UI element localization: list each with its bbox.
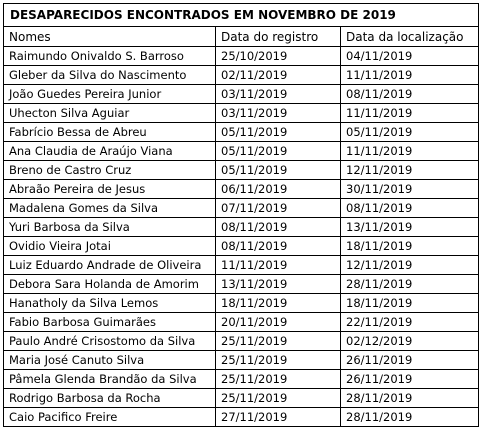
cell-data-localizacao: 04/11/2019: [341, 47, 479, 66]
table-row: [4, 370, 479, 389]
table-row: [4, 199, 479, 218]
cell-data-registro: 06/11/2019: [216, 180, 341, 199]
table-title: DESAPARECIDOS ENCONTRADOS EM NOVEMBRO DE 2019: [4, 4, 479, 27]
cell-name: Ovidio Vieira Jotai: [4, 237, 216, 256]
cell-data-localizacao: 26/11/2019: [341, 370, 479, 389]
cell-data-localizacao: 12/11/2019: [341, 256, 479, 275]
cell-name: Caio Pacifico Freire: [4, 408, 216, 427]
cell-name: Fabio Barbosa Guimarães: [4, 313, 216, 332]
cell-name: Abraão Pereira de Jesus: [4, 180, 216, 199]
cell-data-registro: 08/11/2019: [216, 218, 341, 237]
table-row: [4, 351, 479, 370]
cell-data-localizacao: 28/11/2019: [341, 389, 479, 408]
table-row: [4, 256, 479, 275]
cell-data-registro: 03/11/2019: [216, 104, 341, 123]
cell-data-localizacao: 11/11/2019: [341, 104, 479, 123]
table-row: [4, 123, 479, 142]
table-row: [4, 275, 479, 294]
cell-data-localizacao: 08/11/2019: [341, 199, 479, 218]
cell-data-registro: 02/11/2019: [216, 66, 341, 85]
table-row: [4, 389, 479, 408]
cell-data-registro: 03/11/2019: [216, 85, 341, 104]
cell-data-localizacao: 18/11/2019: [341, 237, 479, 256]
cell-name: João Guedes Pereira Junior: [4, 85, 216, 104]
cell-name: Gleber da Silva do Nascimento: [4, 66, 216, 85]
cell-data-registro: 20/11/2019: [216, 313, 341, 332]
cell-data-registro: 13/11/2019: [216, 275, 341, 294]
cell-data-localizacao: 26/11/2019: [341, 351, 479, 370]
cell-data-registro: 05/11/2019: [216, 142, 341, 161]
table-row: [4, 294, 479, 313]
cell-data-localizacao: 05/11/2019: [341, 123, 479, 142]
cell-name: Yuri Barbosa da Silva: [4, 218, 216, 237]
cell-data-localizacao: 11/11/2019: [341, 142, 479, 161]
missing-persons-table: [3, 3, 479, 427]
cell-name: Fabrício Bessa de Abreu: [4, 123, 216, 142]
cell-data-localizacao: 28/11/2019: [341, 408, 479, 427]
cell-data-localizacao: 08/11/2019: [341, 85, 479, 104]
cell-data-localizacao: 22/11/2019: [341, 313, 479, 332]
cell-data-registro: 25/11/2019: [216, 351, 341, 370]
table-row: [4, 313, 479, 332]
cell-data-registro: 25/11/2019: [216, 370, 341, 389]
table-row: [4, 408, 479, 427]
cell-data-registro: 27/11/2019: [216, 408, 341, 427]
cell-name: Uhecton Silva Aguiar: [4, 104, 216, 123]
cell-data-localizacao: 11/11/2019: [341, 66, 479, 85]
cell-name: Debora Sara Holanda de Amorim: [4, 275, 216, 294]
cell-data-registro: 18/11/2019: [216, 294, 341, 313]
cell-name: Raimundo Onivaldo S. Barroso: [4, 47, 216, 66]
cell-name: Paulo André Crisostomo da Silva: [4, 332, 216, 351]
cell-data-registro: 05/11/2019: [216, 123, 341, 142]
cell-data-localizacao: 28/11/2019: [341, 275, 479, 294]
table-body: [4, 47, 479, 427]
cell-data-registro: 07/11/2019: [216, 199, 341, 218]
column-header-data-localizacao: Data da localização: [341, 27, 479, 47]
header-row: [4, 27, 479, 47]
cell-name: Luiz Eduardo Andrade de Oliveira: [4, 256, 216, 275]
table-row: [4, 104, 479, 123]
table-row: [4, 180, 479, 199]
cell-name: Madalena Gomes da Silva: [4, 199, 216, 218]
table-row: [4, 218, 479, 237]
table-row: [4, 332, 479, 351]
cell-data-localizacao: 30/11/2019: [341, 180, 479, 199]
cell-name: Hanatholy da Silva Lemos: [4, 294, 216, 313]
cell-name: Maria José Canuto Silva: [4, 351, 216, 370]
title-row: [4, 4, 479, 27]
cell-name: Rodrigo Barbosa da Rocha: [4, 389, 216, 408]
cell-data-registro: 25/11/2019: [216, 332, 341, 351]
table-row: [4, 161, 479, 180]
column-header-nomes: Nomes: [4, 27, 216, 47]
table-row: [4, 237, 479, 256]
cell-name: Pâmela Glenda Brandão da Silva: [4, 370, 216, 389]
table-row: [4, 66, 479, 85]
cell-data-localizacao: 13/11/2019: [341, 218, 479, 237]
table-row: [4, 47, 479, 66]
cell-data-localizacao: 02/12/2019: [341, 332, 479, 351]
cell-name: Ana Claudia de Araújo Viana: [4, 142, 216, 161]
column-header-data-registro: Data do registro: [216, 27, 341, 47]
cell-data-registro: 11/11/2019: [216, 256, 341, 275]
cell-data-localizacao: 12/11/2019: [341, 161, 479, 180]
table-row: [4, 85, 479, 104]
cell-data-registro: 05/11/2019: [216, 161, 341, 180]
cell-data-registro: 25/11/2019: [216, 389, 341, 408]
cell-data-localizacao: 18/11/2019: [341, 294, 479, 313]
cell-name: Breno de Castro Cruz: [4, 161, 216, 180]
cell-data-registro: 25/10/2019: [216, 47, 341, 66]
table-row: [4, 142, 479, 161]
cell-data-registro: 08/11/2019: [216, 237, 341, 256]
